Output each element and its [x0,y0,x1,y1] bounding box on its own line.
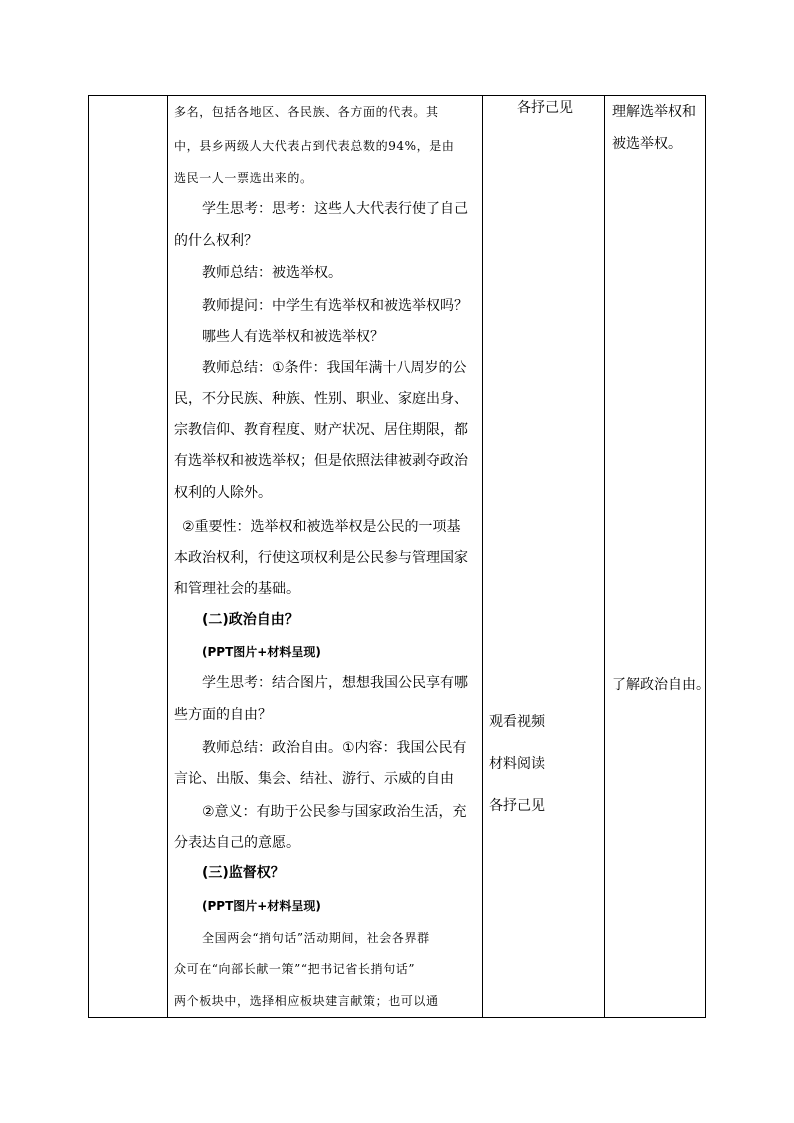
material-text-line: 全国两会“捎句话”活动期间，社会各界群 [202,931,430,945]
paragraph-line: ②意义：有助于公民参与国家政治生活，充 [202,804,467,820]
material-text-line: 选民一人一票选出来的。 [174,171,313,185]
section-heading: (三)监督权？ [202,865,285,881]
material-text-line: 两个板块中，选择相应板块建言献策；也可以通 [174,994,439,1008]
paragraph-line: 民，不分民族、种族、性别、职业、家庭出身、 [174,391,468,407]
paragraph-line: 有选举权和被选举权；但是依照法律被剥夺政治 [174,453,468,469]
intent-line: 理解选举权和 [612,104,696,120]
paragraph-line: 和管理社会的基础。 [174,581,300,597]
lesson-table [88,95,710,1018]
column-divider [167,96,168,1017]
paragraph-line: 权利的人除外。 [174,485,272,501]
paragraph-line: 宗教信仰、教育程度、财产状况、居住期限，都 [174,422,468,438]
activity-item: 各抒己见 [489,798,545,814]
intent-line: 了解政治自由。 [612,677,710,693]
paragraph-line: 哪些人有选举权和被选举权？ [202,329,384,345]
activity-item: 材料阅读 [489,756,545,772]
paragraph-line: 学生思考：结合图片，想想我国公民享有哪 [202,675,468,691]
activity-item: 观看视频 [489,714,545,730]
column-divider [482,96,483,1017]
material-text-line: 众可在“向部长献一策”“把书记省长捎句话” [174,962,416,976]
section-heading: (二)政治自由？ [202,612,299,628]
column-divider [604,96,605,1017]
paragraph-line: 教师总结：被选举权。 [202,265,342,281]
paragraph-line: 言论、出版、集会、结社、游行、示威的自由 [174,771,454,787]
paragraph-line: 教师总结：政治自由。①内容：我国公民有 [202,740,467,756]
intent-line: 被选举权。 [612,136,682,152]
ppt-note: (PPT图片+材料呈现) [202,899,321,913]
paragraph-line: 学生思考：思考：这些人大代表行使了自己 [202,201,468,217]
paragraph-line: 的什么权利？ [174,233,258,249]
paragraph-line: ②重要性：选举权和被选举权是公民的一项基 [182,519,461,535]
paragraph-line: 教师总结：①条件：我国年满十八周岁的公 [202,360,467,376]
material-text-line: 多名，包括各地区、各民族、各方面的代表。其 [174,105,439,119]
ppt-note: (PPT图片+材料呈现) [202,645,321,659]
activity-item: 各抒己见 [517,100,573,116]
paragraph-line: 些方面的自由？ [174,707,272,723]
paragraph-line: 本政治权利，行使这项权利是公民参与管理国家 [174,550,468,566]
paragraph-line: 教师提问：中学生有选举权和被选举权吗？ [202,298,468,314]
paragraph-line: 分表达自己的意愿。 [174,835,300,851]
material-text-line: 中，县乡两级人大代表占到代表总数的94%，是由 [174,139,455,153]
